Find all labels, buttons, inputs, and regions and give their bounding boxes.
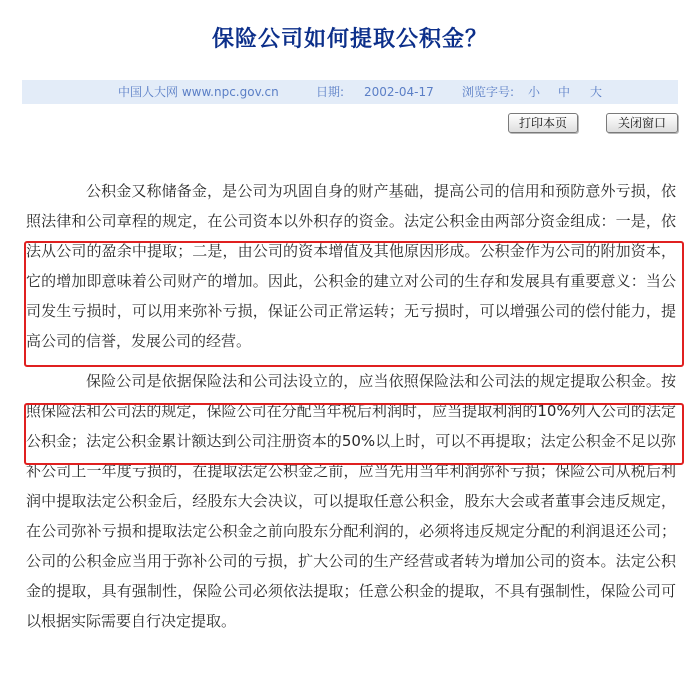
font-size-large-link[interactable]: 大: [590, 85, 603, 99]
font-size-label: 浏览字号:: [462, 85, 515, 99]
source-label: 中国人大网 www.npc.gov.cn: [118, 85, 279, 99]
close-window-button[interactable]: 关闭窗口: [606, 113, 678, 133]
article-body: [26, 176, 676, 636]
article-paragraph: 公积金又称储备金，是公司为巩固自身的财产基础，提高公司的信用和预防意外亏损，依照法律和公司章程的规定，在公司资本以外积存的资金。法定公积金由两部分资金组成：一是，依法从公司的盈余中提取；二是，由公司的资本增值及其他原因形成。公积金作为公司的附加资本，它的增加即意味着公司财产的增加。因此，公积金的建立对公司的生存和发展具有重要意义：当公司发生亏损时，可以用来弥补亏损，保证公司正常运转；无亏损时，可以增强公司的偿付能力，提高公司的信誉，发展公司的经营。: [26, 182, 676, 350]
page-title: 保险公司如何提取公积金？: [211, 27, 488, 52]
article-paragraph: 保险公司是依据保险法和公司法设立的，应当依照保险法和公司法的规定提取公积金。按照保险法和公司法的规定，保险公司在分配当年税后利润时，应当提取利润的10%列入公司的法定公积金；法定公积金累计额达到公司注册资本的50%以上时，可以不再提取；法定公积金不足以弥补公司上一年度亏损的，在提取法定公积金之前，应当先用当年利润弥补亏损；保险公司从税后利润中提取法定公积金后，经股东大会决议，可以提取任意公积金，股东大会或者董事会违反规定，在公司弥补亏损和提取法定公积金之前向股东分配利润的，必须将违反规定分配的利润退还公司；公司的公积金应当用于弥补公司的亏损，扩大公司的生产经营或者转为增加公司的资本。法定公积金的提取，具有强制性，保险公司必须依法提取；任意公积金的提取，不具有强制性，保险公司可以根据实际需要自行决定提取。: [26, 372, 676, 630]
info-bar: [22, 80, 678, 104]
font-size-small-link[interactable]: 小: [528, 85, 541, 99]
publish-date: 2002-04-17: [364, 85, 434, 99]
print-page-button[interactable]: 打印本页: [508, 113, 578, 133]
font-size-medium-link[interactable]: 中: [558, 85, 571, 99]
date-label: 日期:: [316, 85, 345, 99]
